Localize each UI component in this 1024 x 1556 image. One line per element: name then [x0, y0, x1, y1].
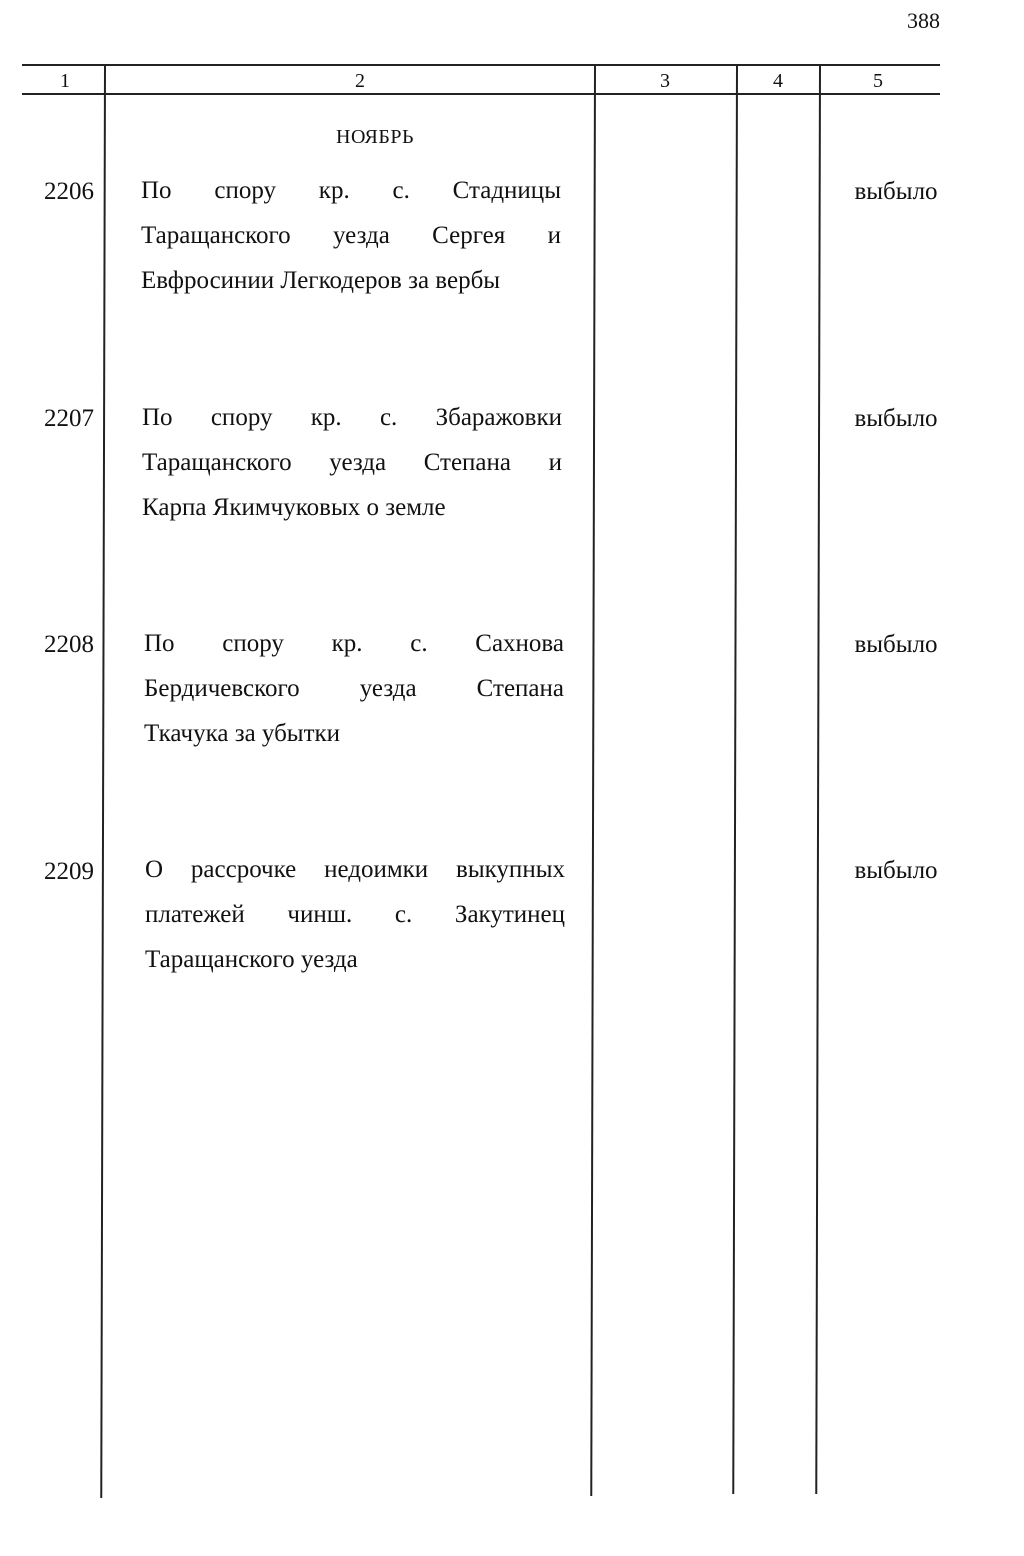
column-header-2: 2: [355, 70, 365, 92]
row-description: [142, 395, 562, 530]
row-description: [145, 847, 565, 982]
description-line: По спору кр. с. Збаражовки: [142, 404, 562, 431]
description-line: платежей чинш. с. Закутинец: [145, 901, 565, 928]
column-header-5: 5: [873, 70, 883, 92]
description-line: По спору кр. с. Сахнова: [144, 630, 564, 657]
row-description: [144, 621, 564, 756]
column-divider-1: [100, 66, 105, 1498]
column-divider-4: [815, 66, 820, 1494]
header-bottom-rule: [22, 93, 940, 95]
column-header-1: 1: [60, 70, 70, 92]
description-line: Евфросинии Легкодеров за вербы: [141, 267, 501, 294]
description-line: Бердичевского уезда Степана: [144, 675, 564, 702]
column-header-3: 3: [660, 70, 670, 92]
description-line: Таращанского уезда Степана и: [142, 449, 562, 476]
row-status: выбыло: [854, 631, 938, 658]
description-line: О рассрочке недоимки выкупных: [145, 856, 565, 883]
page-number: 388: [907, 8, 940, 33]
table-top-rule: [22, 64, 940, 66]
row-status: выбыло: [854, 178, 938, 205]
row-description: [141, 168, 561, 303]
row-number: 2207: [44, 405, 94, 432]
section-title: НОЯБРЬ: [336, 126, 414, 148]
description-line: Таращанского уезда: [145, 946, 358, 973]
row-status: выбыло: [854, 405, 938, 432]
row-number: 2208: [44, 631, 94, 658]
row-number: 2206: [44, 178, 94, 205]
row-status: выбыло: [854, 857, 938, 884]
column-divider-3: [732, 66, 737, 1494]
description-line: Ткачука за убытки: [144, 720, 341, 747]
description-line: Карпа Якимчуковых о земле: [142, 494, 446, 521]
description-line: Таращанского уезда Сергея и: [141, 222, 561, 249]
column-divider-2: [590, 66, 595, 1496]
row-number: 2209: [44, 858, 94, 885]
column-header-4: 4: [773, 70, 783, 92]
description-line: По спору кр. с. Стадницы: [141, 177, 561, 204]
